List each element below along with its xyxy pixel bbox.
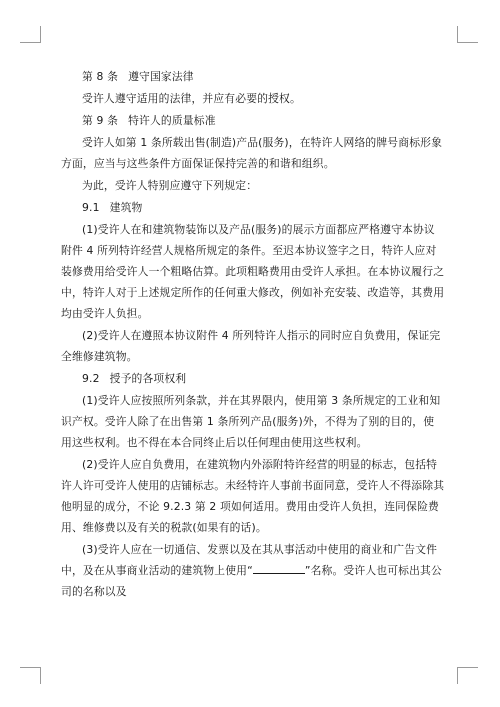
crop-mark-bottom-left — [20, 667, 41, 684]
article-9-heading — [61, 110, 445, 131]
paragraph: 受许人遵守适用的法律，并应有必要的授权。 — [82, 92, 301, 105]
section-9-2-title: 授予的各项权利 — [109, 372, 187, 385]
crop-mark-top-left — [20, 26, 41, 43]
paragraph: (2)受许人在遵照本协议附件 4 所列特许人指示的同时应自负费用，保证完全维修建筑物。 — [61, 329, 441, 363]
article-9-number: 第 9 条 — [82, 114, 119, 127]
section-9-2-number: 9.2 — [82, 372, 100, 385]
section-9-1-heading — [61, 197, 445, 218]
section-9-1-number: 9.1 — [82, 201, 100, 214]
document-body — [61, 66, 445, 602]
paragraph: (2)受许人应自负费用，在建筑物内外添附特许经营的明显的标志，包括特许人许可受许人使用的店铺标志。未经特许人事前书面同意，受许人不得添除其他明显的成分，不论 9.2.3 第 2 项如何适用。费用由受许人负担，连同保险费用、维修费以及有关的税款(如果有的话)。 — [61, 458, 445, 534]
name-blank-line — [253, 563, 305, 574]
section-9-1-title: 建筑物 — [109, 201, 143, 214]
paragraph: (1)受许人应按照所列条款，并在其界限内，使用第 3 条所规定的工业和知识产权。受许人除了在出售第 1 条所列产品(服务)外，不得为了别的目的，使用这些权利。也不得在本合同终止后以任何理由使用这些权利。 — [61, 394, 441, 449]
crop-mark-bottom-right — [457, 667, 478, 684]
paragraph-text-after-blank: ”名称。受许人也可标出其公司的名称以及 — [61, 564, 442, 598]
crop-mark-top-right — [457, 26, 478, 43]
article-8-title: 遵守国家法律 — [128, 70, 194, 83]
paragraph: 受许人如第 1 条所载出售(制造)产品(服务)，在特许人网络的牌号商标形象方面，应当与这些条件方面保证保持完善的和谐和组织。 — [61, 136, 443, 170]
paragraph: 为此，受许人特别应遵守下列规定： — [82, 179, 258, 192]
paragraph: (1)受许人在和建筑物装饰以及产品(服务)的展示方面都应严格遵守本协议附件 4 所列特许经营人规格所规定的条件。至迟本协议签字之日，特许人应对装修费用给受许人一个粗略估算。此项粗略费用由受许人承担。在本协议履行之中，特许人对于上述规定所作的任何重大修改，例如补充安装、改造等，其费用均由受许人负担。 — [61, 223, 445, 320]
section-9-2-heading — [61, 368, 445, 389]
article-8-heading — [61, 66, 445, 87]
article-9-title: 特许人的质量标准 — [128, 114, 216, 127]
article-8-number: 第 8 条 — [82, 70, 119, 83]
paragraph-text-before-blank: (3)受许人应在一切通信、发票以及在其从事活动中使用的商业和广告文件中，及在从事商业活动的建筑物上使用“ — [61, 543, 438, 577]
paragraph — [61, 539, 445, 602]
